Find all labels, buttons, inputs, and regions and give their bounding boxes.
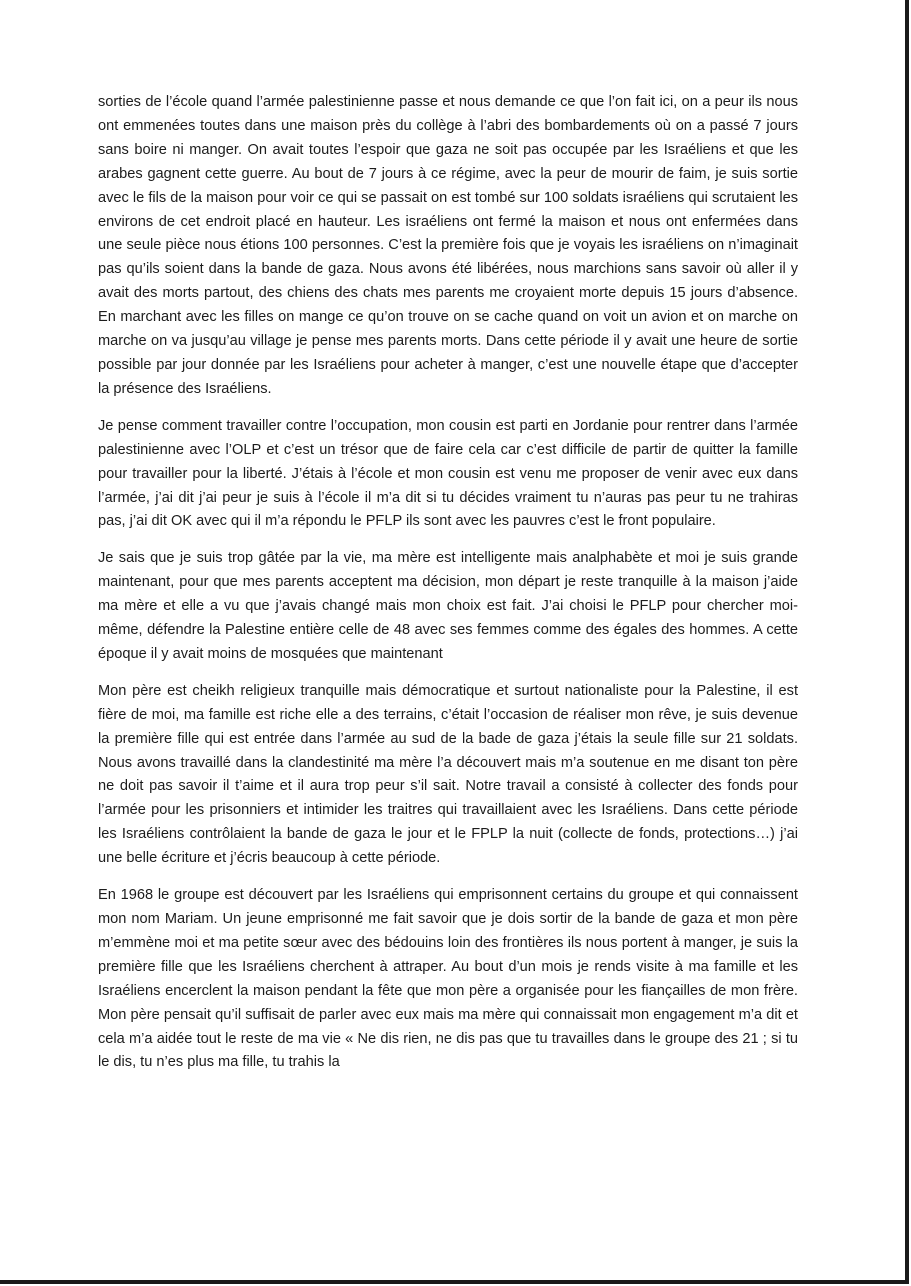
paragraph-5: En 1968 le groupe est découvert par les Israéliens qui emprisonnent certains du groupe et qui connaissent mon nom Mariam. Un jeune emprisonné me fait savoir que je dois sortir de la bande de gaza et mon père m’emmène moi et ma petite sœur avec des bédouins loin des frontières ils nous portent à manger, je suis la première fille que les Israéliens cherchent à attraper. Au bout d’un mois je rends visite à ma famille et les Israéliens encerclent la maison pendant la fête que mon père a organisée pour les fiançailles de mon frère. Mon père pensait qu’il suffisait de parler avec eux mais ma mère qui connaissait mon engagement m’a dit et cela m’a aidée tout le reste de ma vie « Ne dis rien, ne dis pas que tu travailles dans le groupe des 21 ; si tu le dis, tu n’es plus ma fille, tu trahis la [98,887,798,1071]
paragraph-4: Mon père est cheikh religieux tranquille mais démocratique et surtout nationaliste pour la Palestine, il est fière de moi, ma famille est riche elle a des terrains, c’était l’occasion de réaliser mon rêve, je suis devenue la première fille qui est entrée dans l’armée au sud de la bade de gaza j’étais la seule fille sur 21 soldats. Nous avons travaillé dans la clandestinité ma mère l’a découvert mais m’a soutenue en me disant ton père ne doit pas savoir il t’aime et il aura trop peur s’il sait. Notre travail a consisté à collecter des fonds pour l’armée pour les prisonniers et intimider les traitres qui travaillaient avec les Israéliens. Dans cette période les Israéliens contrôlaient la bande de gaza le jour et le FPLP la nuit (collecte de fonds, protections…) j’ai une belle écriture et j’écris beaucoup à cette période. [98,682,798,867]
document-body [98,91,798,1088]
paragraph-3: Je sais que je suis trop gâtée par la vie, ma mère est intelligente mais analphabète et moi je suis grande maintenant, pour que mes parents acceptent ma décision, mon départ je reste tranquille à la maison j’aide ma mère et elle a vu que j’avais changé mais mon choix est fait. J’ai choisi le PFLP pour chercher moi-même, défendre la Palestine entière celle de 48 avec ses femmes comme des égales des hommes. A cette époque il y avait moins de mosquées que maintenant [98,550,798,662]
paragraph-2: Je pense comment travailler contre l’occupation, mon cousin est parti en Jordanie pour rentrer dans l’armée palestinienne avec l’OLP et c’est un trésor que de faire cela car c’est difficile de partir de quitter la famille pour travailler pour la liberté. J’étais à l’école et mon cousin est venu me proposer de venir avec eux dans l’armée, j’ai dit j’ai peur je suis à l’école il m’a dit si tu décides vraiment tu n’auras pas peur tu ne trahiras pas, j’ai dit OK avec qui il m’a répondu le PFLP ils sont avec les pauvres c’est le front populaire. [98,417,798,530]
paragraph-1: sorties de l’école quand l’armée palestinienne passe et nous demande ce que l’on fait ici, on a peur ils nous ont emmenées toutes dans une maison près du collège à l’abri des bombardements où on a passé 7 jours sans boire ni manger. On avait toutes l’espoir que gaza ne soit pas occupée par les Israéliens et que les arabes gagnent cette guerre. Au bout de 7 jours à ce régime, avec la peur de mourir de faim, je suis sortie avec le fils de la maison pour voir ce qui se passait on est tombé sur 100 soldats israéliens qui scrutaient les environs de cet endroit placé en hauteur. Les israéliens ont fermé la maison et nous ont enfermées dans une seule pièce nous étions 100 personnes. C’est la première fois que je voyais les israéliens on n’imaginait pas qu’ils soient dans la bande de gaza. Nous avons été libérées, nous marchions sans savoir où aller il y avait des morts partout, des chiens des chats mes parents me croyaient morte depuis 15 jours d’absence. En marchant avec les filles on mange ce qu’on trouve on se cache quand on voit un avion et on marche on marche on va jusqu’au village je pense mes parents morts. Dans cette période il y avait une heure de sortie possible par jour donnée par les Israéliens pour acheter à manger, c’est une nouvelle étape que d’accepter la présence des Israéliens. [98,94,798,397]
